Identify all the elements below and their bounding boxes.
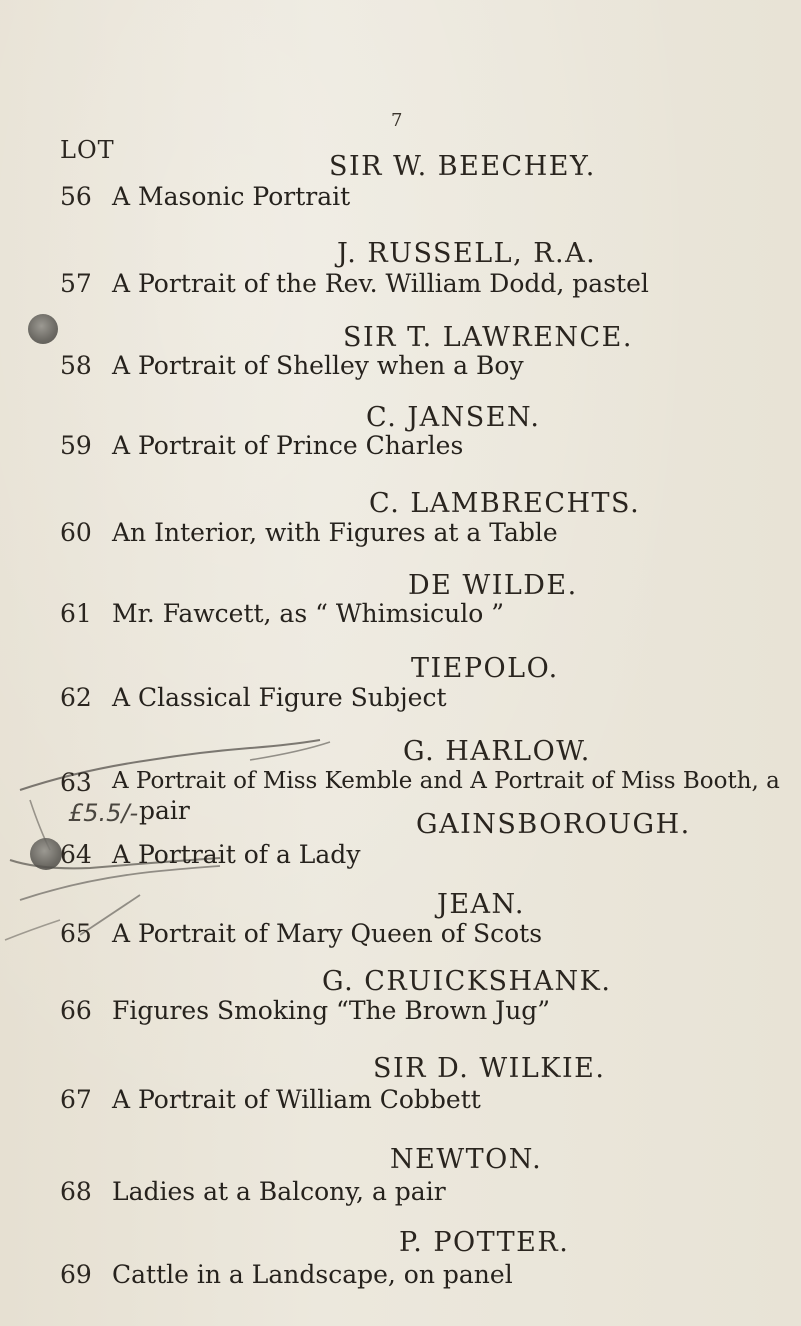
lot-number: 56 bbox=[60, 182, 92, 211]
lot-number: 65 bbox=[60, 919, 92, 948]
lot-number: 69 bbox=[60, 1260, 92, 1289]
artist-name: NEWTON. bbox=[390, 1144, 543, 1175]
lot-number: 61 bbox=[60, 599, 92, 628]
lot-column-header: LOT bbox=[60, 136, 115, 164]
lot-number: 58 bbox=[60, 351, 92, 380]
lot-number: 60 bbox=[60, 518, 92, 547]
lot-number: 63 bbox=[60, 768, 92, 797]
artist-name: C. LAMBRECHTS. bbox=[369, 488, 641, 519]
lot-description: A Classical Figure Subject bbox=[112, 683, 447, 712]
lot-description: Figures Smoking “The Brown Jug” bbox=[112, 996, 551, 1025]
lot-number: 57 bbox=[60, 269, 92, 298]
artist-name: P. POTTER. bbox=[399, 1227, 570, 1258]
artist-name: SIR T. LAWRENCE. bbox=[343, 322, 633, 353]
artist-name: G. CRUICKSHANK. bbox=[322, 966, 612, 997]
artist-name: JEAN. bbox=[437, 889, 526, 920]
lot-description: A Portrait of Miss Kemble and A Portrait of Miss Booth, a bbox=[112, 768, 780, 794]
lot-description: A Portrait of a Lady bbox=[112, 840, 361, 869]
lot-description: A Portrait of Shelley when a Boy bbox=[112, 351, 524, 380]
lot-number: 66 bbox=[60, 996, 92, 1025]
lot-number: 59 bbox=[60, 431, 92, 460]
lot-description: An Interior, with Figures at a Table bbox=[112, 518, 558, 547]
lot-description-continued: pair bbox=[139, 796, 190, 825]
artist-name: G. HARLOW. bbox=[403, 736, 591, 767]
lot-description: A Portrait of Prince Charles bbox=[112, 431, 464, 460]
lot-number: 62 bbox=[60, 683, 92, 712]
artist-name: DE WILDE. bbox=[408, 570, 578, 601]
lot-description: Cattle in a Landscape, on panel bbox=[112, 1260, 513, 1289]
artist-name: SIR D. WILKIE. bbox=[373, 1053, 606, 1084]
lot-description: A Portrait of the Rev. William Dodd, pastel bbox=[112, 269, 649, 298]
lot-description: A Masonic Portrait bbox=[112, 182, 351, 211]
lot-number: 68 bbox=[60, 1177, 92, 1206]
handwritten-price-note: £5.5/- bbox=[68, 799, 139, 827]
sticker-dot bbox=[30, 838, 62, 870]
artist-name: SIR W. BEECHEY. bbox=[329, 151, 596, 182]
lot-description: Ladies at a Balcony, a pair bbox=[112, 1177, 446, 1206]
lot-description: A Portrait of William Cobbett bbox=[112, 1085, 481, 1114]
lot-number: 64 bbox=[60, 840, 92, 869]
page-number: 7 bbox=[391, 110, 403, 131]
lot-number: 67 bbox=[60, 1085, 92, 1114]
artist-name: J. RUSSELL, R.A. bbox=[337, 238, 597, 269]
sticker-dot bbox=[28, 314, 58, 344]
lot-description: Mr. Fawcett, as “ Whimsiculo ” bbox=[112, 599, 505, 628]
artist-name: TIEPOLO. bbox=[411, 653, 559, 684]
artist-name: C. JANSEN. bbox=[366, 402, 541, 433]
lot-description: A Portrait of Mary Queen of Scots bbox=[112, 919, 543, 948]
artist-name: GAINSBOROUGH. bbox=[416, 809, 691, 840]
